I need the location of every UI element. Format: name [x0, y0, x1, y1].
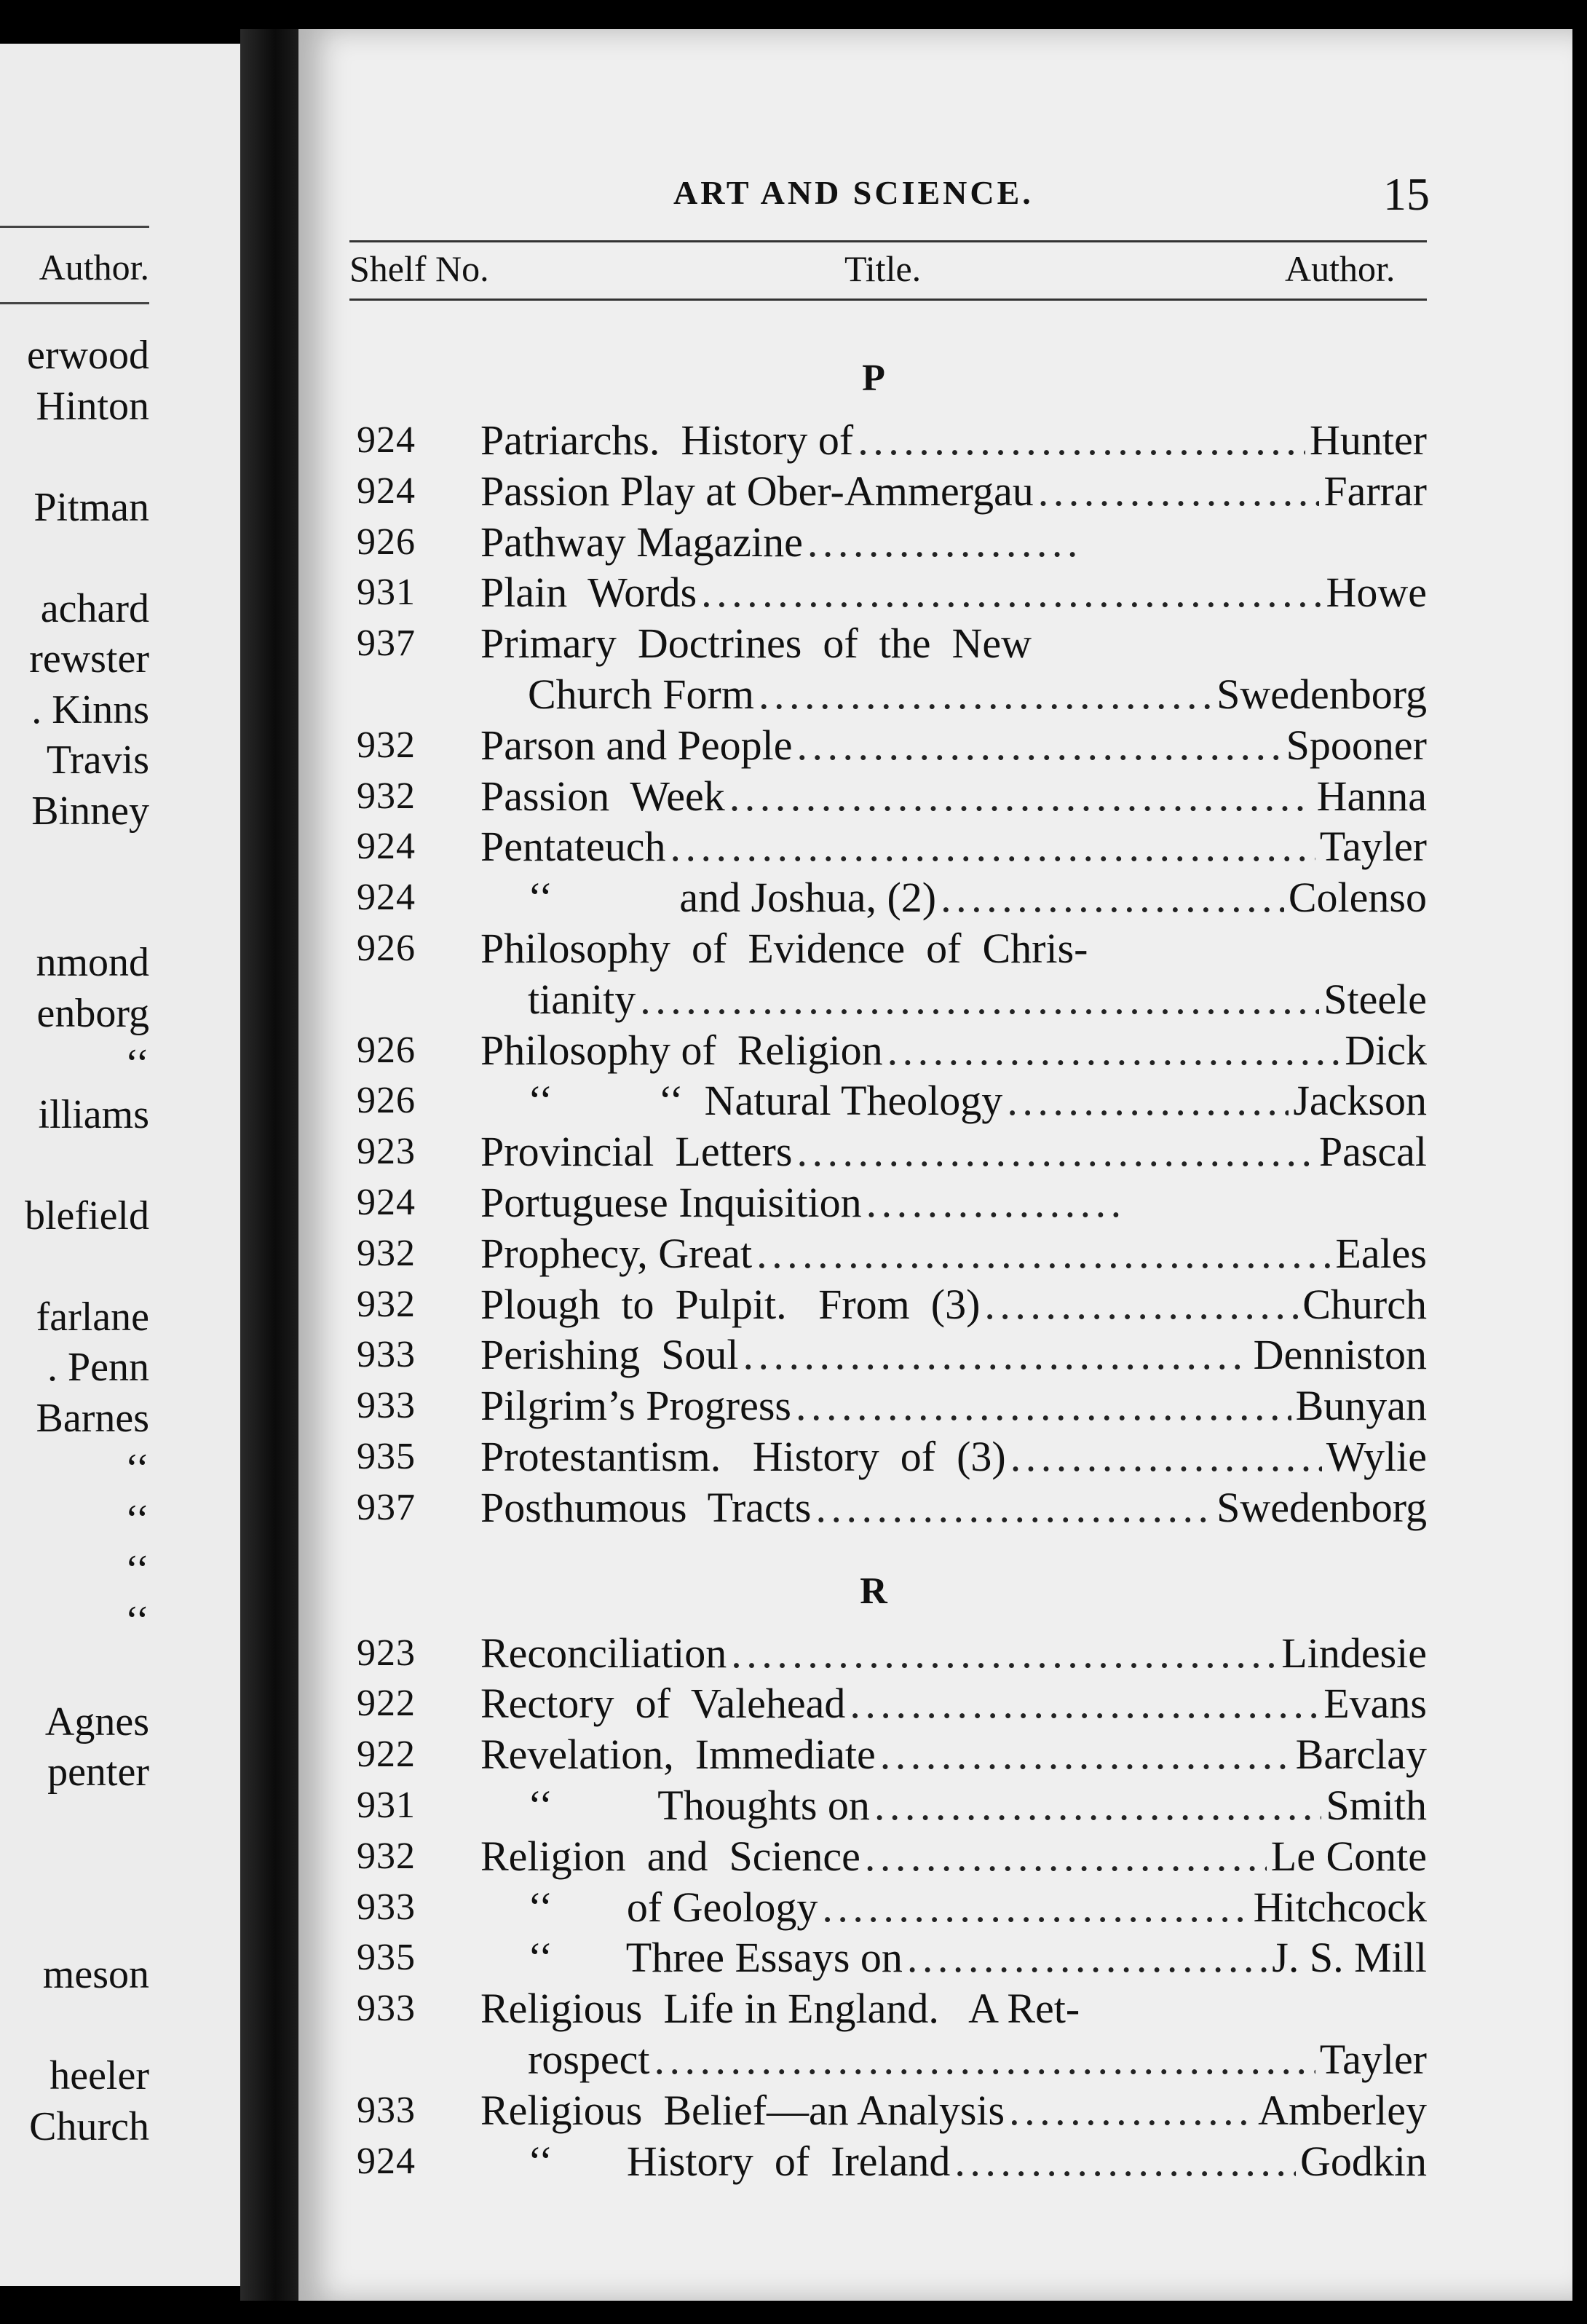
book-gutter	[240, 29, 298, 2301]
dot-leader	[858, 415, 1305, 466]
facing-page-author-header: Author.	[39, 247, 149, 288]
dot-leader	[874, 1780, 1322, 1831]
entry-author: Howe	[1326, 569, 1427, 617]
catalog-entry	[349, 517, 1427, 568]
shelf-number: 926	[357, 1029, 416, 1071]
catalog-entry	[349, 2136, 1427, 2187]
shelf-number: 932	[357, 724, 416, 766]
dot-leader	[866, 1177, 1121, 1228]
entry-title: Plough to Pulpit. From (3)	[480, 1280, 981, 1328]
shelf-number: 922	[357, 1683, 416, 1725]
entry-title: Church Form	[528, 671, 754, 718]
entry-author: Swedenborg	[1216, 671, 1427, 718]
dot-leader	[1010, 1431, 1322, 1482]
dot-leader	[850, 1678, 1319, 1729]
dot-leader	[1038, 466, 1320, 517]
running-title: ART AND SCIENCE.	[673, 174, 1034, 211]
entry-title: Passion Play at Ober-Ammergau	[480, 467, 1034, 515]
dot-leader	[759, 669, 1212, 720]
dot-leader	[865, 1831, 1267, 1882]
dot-leader	[701, 567, 1321, 618]
dot-leader	[1007, 1075, 1289, 1126]
catalog-entry	[349, 1780, 1427, 1831]
entry-title: Revelation, Immediate	[480, 1731, 876, 1779]
entry-title: Parson and People	[480, 721, 793, 769]
facing-page-rule	[0, 226, 149, 228]
facing-page-author-line: Hinton	[36, 383, 149, 429]
catalog-entry	[349, 923, 1427, 974]
shelf-number: 924	[357, 877, 416, 919]
entry-title: Religious Belief—an Analysis	[480, 2086, 1005, 2134]
facing-page-author-line: Church	[29, 2103, 149, 2149]
shelf-number: 923	[357, 1632, 416, 1674]
entry-title: Pentateuch	[480, 823, 666, 871]
entry-author: J. S. Mill	[1272, 1934, 1427, 1982]
shelf-number: 937	[357, 1486, 416, 1528]
facing-page-author-line: Binney	[31, 788, 149, 834]
entry-author: Spooner	[1286, 721, 1427, 769]
facing-page-author-line: heeler	[50, 2053, 149, 2098]
shelf-number: 931	[357, 572, 416, 614]
entry-author: Tayler	[1319, 2036, 1427, 2083]
catalog-entry	[349, 1932, 1427, 1983]
shelf-number: 932	[357, 1232, 416, 1274]
catalog-entry	[349, 1628, 1427, 1679]
entry-author: Wylie	[1326, 1433, 1427, 1480]
entry-title: Provincial Letters	[480, 1128, 793, 1176]
catalog-entry	[349, 1177, 1427, 1228]
dot-leader	[822, 1882, 1248, 1933]
entry-title: Protestantism. History of (3)	[480, 1433, 1006, 1480]
catalog-entry	[349, 1025, 1427, 1076]
dot-leader	[797, 720, 1282, 771]
catalog-entry	[349, 1983, 1427, 2034]
shelf-number: 924	[357, 1182, 416, 1223]
entry-title: Pilgrim’s Progress	[480, 1382, 791, 1430]
catalog-entry	[349, 618, 1427, 669]
entry-author: Hunter	[1309, 416, 1427, 464]
facing-page-author-line: Pitman	[33, 484, 149, 530]
entry-title: Philosophy of Religion	[480, 1026, 883, 1074]
facing-page-author-line: achard	[40, 585, 149, 631]
facing-page-author-line: ‘‘	[124, 1446, 149, 1491]
entry-author: Hanna	[1316, 772, 1427, 820]
entry-title: ‘‘ and Joshua, (2)	[528, 874, 937, 922]
entry-title: tianity	[528, 975, 636, 1023]
dot-leader	[941, 872, 1284, 923]
entry-title: Portuguese Inquisition	[480, 1179, 862, 1226]
catalog-entry	[349, 669, 1427, 720]
catalog-entry	[349, 1729, 1427, 1780]
column-header-title: Title.	[844, 248, 922, 289]
entry-title: Prophecy, Great	[480, 1229, 753, 1277]
facing-page-author-line: Agnes	[44, 1699, 149, 1744]
entry-title: Perishing Soul	[480, 1331, 739, 1379]
dot-leader	[654, 2034, 1315, 2085]
entry-title: Religion and Science	[480, 1832, 860, 1880]
dot-leader	[954, 2136, 1296, 2187]
entry-title: Plain Words	[480, 569, 697, 617]
entry-author: Tayler	[1319, 823, 1427, 871]
facing-page-author-line: blefield	[24, 1193, 149, 1238]
shelf-number: 926	[357, 1080, 416, 1122]
facing-page-author-line: farlane	[36, 1294, 149, 1340]
catalog-entry	[349, 567, 1427, 618]
shelf-number: 937	[357, 622, 416, 665]
entry-author: Barclay	[1295, 1731, 1427, 1779]
header-rule	[349, 240, 1427, 242]
entry-author: Pascal	[1318, 1128, 1427, 1176]
column-header-rule	[349, 299, 1427, 301]
dot-leader	[796, 1126, 1314, 1177]
entry-title: Rectory of Valehead	[480, 1680, 846, 1728]
facing-page-author-line: erwood	[27, 333, 149, 378]
entry-author: Hitchcock	[1253, 1883, 1427, 1931]
entry-title: Religious Life in England. A Ret-	[480, 1985, 1080, 2033]
catalog-entry	[349, 1882, 1427, 1933]
catalog-entry	[349, 1228, 1427, 1279]
facing-page-author-line: Barnes	[36, 1395, 149, 1441]
dot-leader	[880, 1729, 1291, 1780]
shelf-number: 933	[357, 1988, 416, 2030]
catalog-entry	[349, 1075, 1427, 1126]
shelf-number: 933	[357, 2089, 416, 2131]
entry-title: ‘‘ Three Essays on	[528, 1934, 903, 1982]
catalog-entry	[349, 821, 1427, 872]
entry-author: Amberley	[1258, 2086, 1427, 2134]
catalog-entry	[349, 720, 1427, 771]
shelf-number: 931	[357, 1784, 416, 1826]
entry-title: Pathway Magazine	[480, 518, 803, 566]
entry-author: Colenso	[1288, 874, 1427, 922]
facing-page-author-line: ‘‘	[124, 1496, 149, 1542]
shelf-number: 924	[357, 470, 416, 512]
entry-author: Eales	[1335, 1229, 1427, 1277]
entry-title: ‘‘ Thoughts on	[528, 1782, 870, 1829]
shelf-number: 935	[357, 1436, 416, 1477]
entry-author: Smith	[1326, 1782, 1427, 1829]
page-number: 15	[1383, 168, 1430, 220]
shelf-number: 933	[357, 1334, 416, 1376]
entry-author: Le Conte	[1270, 1832, 1427, 1880]
section-letter: R	[860, 1570, 887, 1612]
facing-page-author-line: nmond	[36, 940, 149, 985]
catalog-entry	[349, 1329, 1427, 1380]
entry-title: ‘‘ ‘‘ Natural Theology	[528, 1077, 1003, 1125]
entry-author: Dick	[1345, 1026, 1427, 1074]
entry-author: Bunyan	[1295, 1382, 1427, 1430]
catalog-entry	[349, 2085, 1427, 2136]
entry-author: Swedenborg	[1216, 1483, 1427, 1531]
catalog-entry	[349, 771, 1427, 822]
catalog-entry	[349, 1678, 1427, 1729]
dot-leader	[729, 771, 1313, 822]
dot-leader	[756, 1228, 1331, 1279]
shelf-number: 924	[357, 419, 416, 461]
column-header-shelf: Shelf No.	[349, 248, 489, 289]
dot-leader	[815, 1482, 1212, 1533]
catalog-entry	[349, 1279, 1427, 1330]
entry-title: ‘‘ History of Ireland	[528, 2137, 951, 2185]
facing-page-author-line: . Kinns	[31, 687, 149, 732]
entry-author: Lindesie	[1281, 1629, 1427, 1677]
facing-page-author-line: illiams	[38, 1091, 149, 1137]
dot-leader	[1009, 2085, 1254, 2136]
entry-title: Posthumous Tracts	[480, 1483, 812, 1531]
facing-page-author-line: Travis	[46, 738, 149, 783]
entry-title: ‘‘ of Geology	[528, 1883, 818, 1931]
entry-author: Evans	[1323, 1680, 1427, 1728]
entry-author: Godkin	[1300, 2137, 1427, 2185]
dot-leader	[796, 1380, 1291, 1431]
facing-page-author-line: . Penn	[47, 1345, 149, 1390]
shelf-number: 926	[357, 928, 416, 969]
entry-author: Steele	[1323, 975, 1427, 1023]
entry-author: Denniston	[1253, 1331, 1427, 1379]
dot-leader	[670, 821, 1315, 872]
entry-title: Patriarchs. History of	[480, 416, 854, 464]
facing-page-author-line: rewster	[29, 636, 149, 681]
shelf-number: 935	[357, 1937, 416, 1979]
dot-leader	[807, 517, 1084, 568]
shelf-number: 923	[357, 1131, 416, 1173]
entry-title: Primary Doctrines of the New	[480, 620, 1032, 668]
catalog-entry	[349, 872, 1427, 923]
shelf-number: 924	[357, 2140, 416, 2182]
facing-page-author-line: penter	[47, 1750, 149, 1795]
entry-title: Passion Week	[480, 772, 725, 820]
dot-leader	[640, 974, 1319, 1025]
facing-page-author-line: enborg	[36, 990, 149, 1036]
entry-author: Church	[1302, 1280, 1427, 1328]
section-letter: P	[862, 357, 885, 399]
shelf-number: 926	[357, 521, 416, 563]
catalog-entry	[349, 1431, 1427, 1482]
facing-page-author-line: meson	[42, 1952, 149, 1997]
entry-title: rospect	[528, 2036, 650, 2083]
facing-page-rule	[0, 302, 149, 304]
catalog-entry	[349, 1831, 1427, 1882]
shelf-number: 924	[357, 826, 416, 868]
catalog-entry	[349, 974, 1427, 1025]
entry-title: Philosophy of Evidence of Chris-	[480, 925, 1088, 972]
entry-author: Jackson	[1293, 1077, 1427, 1125]
catalog-entry	[349, 1126, 1427, 1177]
dot-leader	[731, 1628, 1277, 1679]
catalog-page	[298, 29, 1572, 2301]
shelf-number: 933	[357, 1385, 416, 1427]
shelf-number: 932	[357, 1283, 416, 1325]
entry-title: Reconciliation	[480, 1629, 727, 1677]
catalog-entry	[349, 1380, 1427, 1431]
shelf-number: 932	[357, 775, 416, 817]
dot-leader	[743, 1329, 1249, 1380]
facing-page-author-line: ‘‘	[124, 1041, 149, 1086]
catalog-entry	[349, 2034, 1427, 2085]
catalog-entry	[349, 466, 1427, 517]
catalog-entry	[349, 1482, 1427, 1533]
facing-page-author-line: ‘‘	[124, 1597, 149, 1643]
dot-leader	[887, 1025, 1341, 1076]
shelf-number: 933	[357, 1886, 416, 1928]
shelf-number: 932	[357, 1835, 416, 1877]
facing-page-fragment	[0, 44, 240, 2286]
entry-author: Farrar	[1323, 467, 1427, 515]
column-header-author: Author.	[1285, 248, 1396, 289]
shelf-number: 922	[357, 1734, 416, 1776]
catalog-entry	[349, 415, 1427, 466]
facing-page-author-line: ‘‘	[124, 1547, 149, 1592]
dot-leader	[984, 1279, 1298, 1330]
dot-leader	[907, 1932, 1267, 1983]
